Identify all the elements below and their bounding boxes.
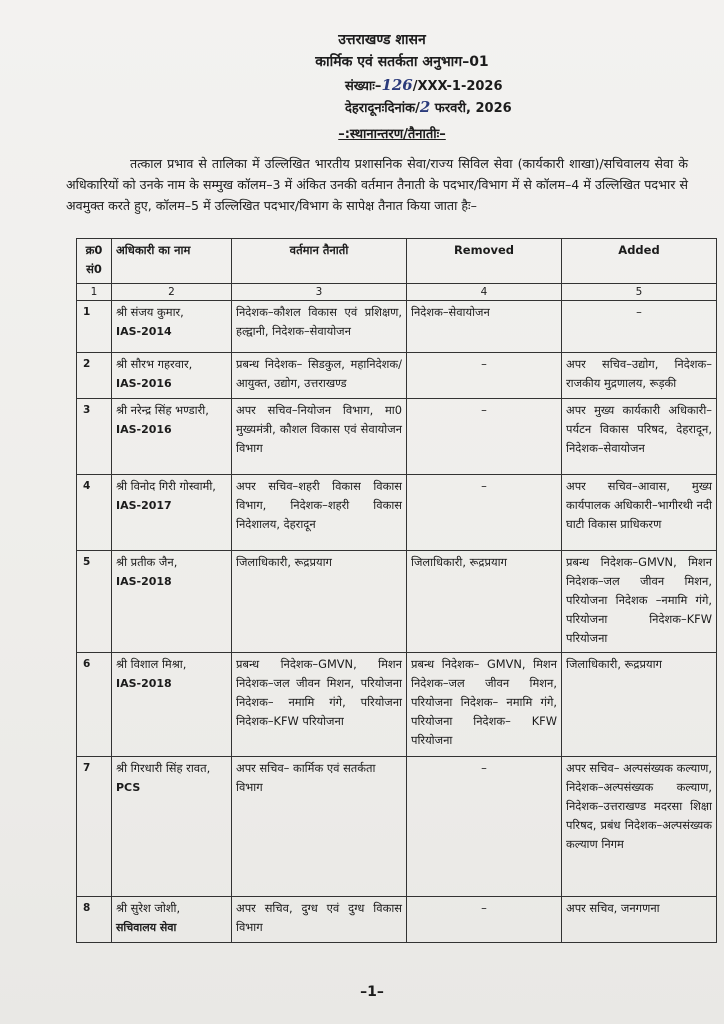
- removed-posting: प्रबन्ध निदेशक– GMVN, मिशन निदेशक–जल जीवन मिशन, परियोजना निदेशक– नमामि गंगे, परियोजना निदेशक– KFW परियोजना: [407, 653, 562, 757]
- added-posting: जिलाधिकारी, रूद्रप्रयाग: [562, 653, 717, 757]
- page-number: –1–: [360, 984, 384, 1000]
- current-posting: अपर सचिव, दुग्ध एवं दुग्ध विकास विभाग: [232, 897, 407, 943]
- handwritten-number: 126: [381, 76, 413, 94]
- number-suffix: /XXX-1-2026: [412, 79, 503, 94]
- officer-service: PCS: [116, 781, 141, 794]
- removed-posting: –: [407, 399, 562, 475]
- officer-service: IAS-2018: [116, 677, 172, 690]
- transfer-table: [76, 238, 717, 943]
- removed-posting: –: [407, 353, 562, 399]
- table-row: [77, 897, 717, 943]
- header-removed: Removed: [407, 239, 562, 284]
- serial-number: 4: [77, 475, 112, 551]
- officer-service: सचिवालय सेवा: [116, 921, 177, 934]
- serial-number: 2: [77, 353, 112, 399]
- removed-posting: –: [407, 757, 562, 897]
- current-posting: प्रबन्ध निदेशक– सिडकुल, महानिदेशक/आयुक्त, उद्योग, उत्तराखण्ड: [232, 353, 407, 399]
- officer-cell: [112, 301, 232, 353]
- column-number: 4: [407, 284, 562, 301]
- government-name: उत्तराखण्ड शासन: [338, 32, 426, 48]
- added-posting: –: [562, 301, 717, 353]
- letter-reference: [345, 75, 512, 119]
- officer-name: श्री विनोद गिरी गोस्वामी,: [116, 479, 216, 493]
- officer-cell: [112, 399, 232, 475]
- header-sno: क्र0 सं0: [77, 239, 112, 284]
- table-row: [77, 301, 717, 353]
- officer-cell: [112, 897, 232, 943]
- current-posting: निदेशक–कौशल विकास एवं प्रशिक्षण, हल्द्वानी, निदेशक–सेवायोजन: [232, 301, 407, 353]
- removed-posting: निदेशक–सेवायोजन: [407, 301, 562, 353]
- column-number: 3: [232, 284, 407, 301]
- officer-name: श्री सौरभ गहरवार,: [116, 357, 193, 371]
- department-name: कार्मिक एवं सतर्कता अनुभाग–01: [315, 54, 489, 70]
- serial-number: 7: [77, 757, 112, 897]
- letter-date: देहरादूनःदिनांक/2 फरवरी, 2026: [345, 98, 512, 116]
- handwritten-date: 2: [419, 98, 431, 116]
- officer-name: श्री विशाल मिश्रा,: [116, 657, 187, 671]
- header-officer-name: अधिकारी का नाम: [112, 239, 232, 284]
- officer-name: श्री नरेन्द्र सिंह भण्डारी,: [116, 403, 209, 417]
- table-header-row: [77, 239, 717, 284]
- removed-posting: जिलाधिकारी, रूद्रप्रयाग: [407, 551, 562, 653]
- reference-number: [345, 75, 512, 97]
- current-posting: प्रबन्ध निदेशक–GMVN, मिशन निदेशक–जल जीवन मिशन, परियोजना निदेशक– नमामि गंगे, परियोजना निदेशक–KFW परियोजना: [232, 653, 407, 757]
- officer-service: IAS-2018: [116, 575, 172, 588]
- removed-posting: –: [407, 897, 562, 943]
- officer-name: श्री सुरेश जोशी,: [116, 901, 181, 915]
- serial-number: 3: [77, 399, 112, 475]
- officer-service: IAS-2014: [116, 325, 172, 338]
- officer-cell: [112, 475, 232, 551]
- header-added: Added: [562, 239, 717, 284]
- current-posting: अपर सचिव– कार्मिक एवं सतर्कता विभाग: [232, 757, 407, 897]
- number-label: संख्याः–: [345, 79, 382, 94]
- officer-cell: [112, 353, 232, 399]
- officer-service: IAS-2016: [116, 423, 172, 436]
- officer-service: IAS-2016: [116, 377, 172, 390]
- subject-heading: –:स्थानान्तरण/तैनातीः–: [338, 127, 446, 142]
- removed-posting: –: [407, 475, 562, 551]
- current-posting: अपर सचिव–शहरी विकास विकास विभाग, निदेशक–शहरी विकास निदेशालय, देहरादून: [232, 475, 407, 551]
- table-row: [77, 399, 717, 475]
- column-number: 2: [112, 284, 232, 301]
- header-current-posting: वर्तमान तैनाती: [232, 239, 407, 284]
- officer-service: IAS-2017: [116, 499, 172, 512]
- table-row: [77, 353, 717, 399]
- intro-paragraph: तत्काल प्रभाव से तालिका में उल्लिखित भारतीय प्रशासनिक सेवा/राज्य सिविल सेवा (कार्यकारी शाखा)/सचिवालय सेवा के अधिकारियों को उनके नाम के सम्मुख कॉलम–3 में अंकित उनकी वर्तमान तैनाती के पदभार/विभाग में से कॉलम–4 में उल्लिखित पदभार से अवमुक्त करते हुए, कॉलम–5 में उल्लिखित पदभार/विभाग के सापेक्ष तैनात किया जाता हैः–: [66, 156, 688, 213]
- added-posting: अपर सचिव–आवास, मुख्य कार्यपालक अधिकारी–भागीरथी नदी घाटी विकास प्राधिकरण: [562, 475, 717, 551]
- officer-name: श्री गिरधारी सिंह रावत,: [116, 761, 211, 775]
- table-row: [77, 653, 717, 757]
- added-posting: प्रबन्ध निदेशक–GMVN, मिशन निदेशक–जल जीवन मिशन, परियोजना निदेशक –नमामि गंगे, परियोजना निदेशक–KFW परियोजना: [562, 551, 717, 653]
- current-posting: अपर सचिव–नियोजन विभाग, मा0 मुख्यमंत्री, कौशल विकास एवं सेवायोजन विभाग: [232, 399, 407, 475]
- table-row: [77, 475, 717, 551]
- officer-cell: [112, 551, 232, 653]
- column-number-row: [77, 284, 717, 301]
- officer-cell: [112, 757, 232, 897]
- officer-cell: [112, 653, 232, 757]
- added-posting: अपर सचिव–उद्योग, निदेशक–राजकीय मुद्रणालय, रूड़की: [562, 353, 717, 399]
- column-number: 1: [77, 284, 112, 301]
- table-row: [77, 757, 717, 897]
- serial-number: 8: [77, 897, 112, 943]
- serial-number: 5: [77, 551, 112, 653]
- added-posting: अपर सचिव– अल्पसंख्यक कल्याण, निदेशक–अल्पसंख्यक कल्याण, निदेशक–उत्तराखण्ड मदरसा शिक्षा परिषद, प्रबंध निदेशक–अल्पसंख्यक कल्याण निगम: [562, 757, 717, 897]
- officer-name: श्री संजय कुमार,: [116, 305, 184, 319]
- serial-number: 6: [77, 653, 112, 757]
- date-suffix: फरवरी, 2026: [430, 101, 512, 116]
- added-posting: अपर सचिव, जनगणना: [562, 897, 717, 943]
- column-number: 5: [562, 284, 717, 301]
- date-label: देहरादूनःदिनांक: [345, 101, 416, 116]
- current-posting: जिलाधिकारी, रूद्रप्रयाग: [232, 551, 407, 653]
- table-row: [77, 551, 717, 653]
- serial-number: 1: [77, 301, 112, 353]
- letter-header: [0, 30, 724, 71]
- added-posting: अपर मुख्य कार्यकारी अधिकारी–पर्यटन विकास परिषद, देहरादून, निदेशक–सेवायोजन: [562, 399, 717, 475]
- officer-name: श्री प्रतीक जैन,: [116, 555, 178, 569]
